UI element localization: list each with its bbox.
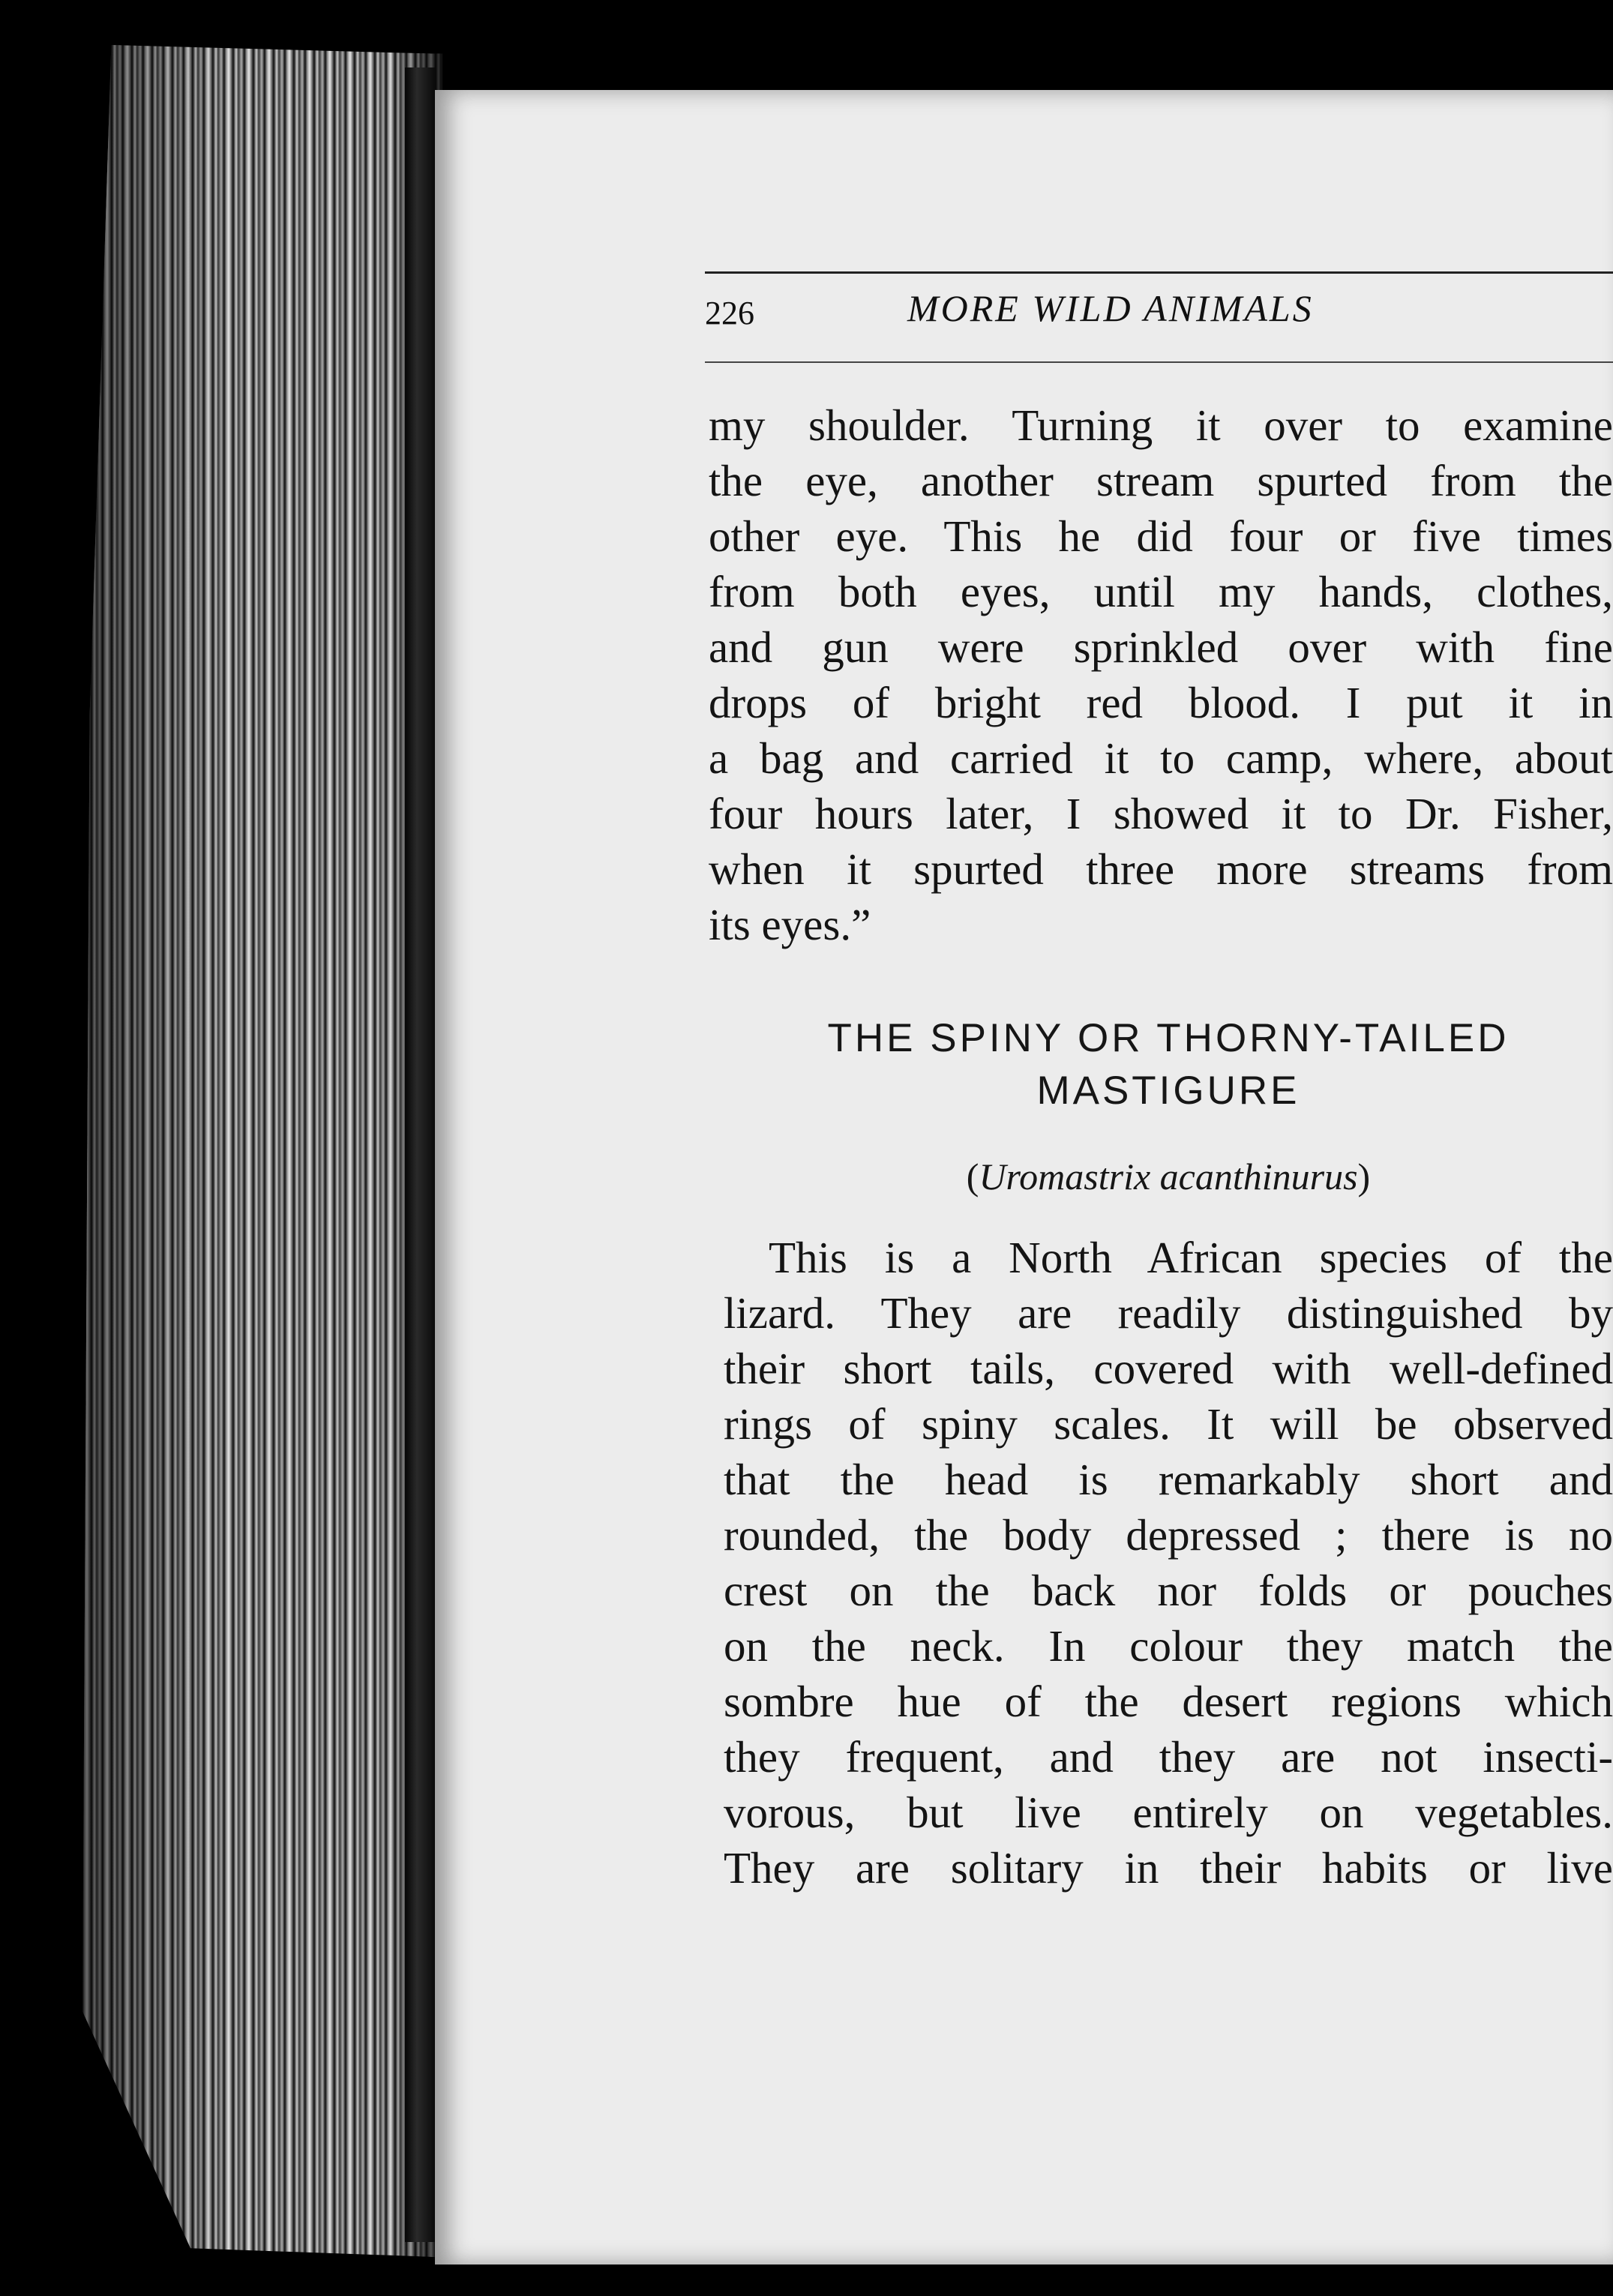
scientific-name (724, 1155, 1613, 1198)
text-line: when it spurted three more streams from (709, 844, 1613, 894)
page-number: 226 (705, 295, 754, 331)
section-title-line: THE SPINY OR THORNY-TAILED (827, 1016, 1510, 1060)
text-line: rounded, the body depressed ; there is no (724, 1510, 1613, 1560)
paragraph-description (724, 1230, 1613, 1896)
header-rule-top (705, 271, 1613, 274)
text-line: crest on the back nor folds or pouches (724, 1566, 1613, 1615)
header-rule-bottom (705, 361, 1613, 363)
book-page (435, 90, 1613, 2265)
text-line: from both eyes, until my hands, clothes, (709, 567, 1613, 616)
text-line: my shoulder. Turning it over to examine (709, 400, 1613, 450)
section-title-line: MASTIGURE (1036, 1069, 1300, 1113)
text-line: the eye, another stream spurted from the (709, 456, 1613, 505)
text-line: they frequent, and they are not insecti- (724, 1732, 1613, 1782)
text-line: drops of bright red blood. I put it in (709, 678, 1613, 727)
text-line: their short tails, covered with well-defined (724, 1344, 1613, 1393)
text-line: and gun were sprinkled over with fine (709, 622, 1613, 672)
text-line: rings of spiny scales. It will be observed (724, 1399, 1613, 1449)
running-head: MORE WILD ANIMALS (907, 287, 1314, 329)
book-binding (405, 67, 435, 2242)
text-line: four hours later, I showed it to Dr. Fisher, (709, 789, 1613, 838)
section-title (724, 1012, 1613, 1117)
text-line: This is a North African species of the (769, 1233, 1613, 1282)
text-line: a bag and carried it to camp, where, about (709, 733, 1613, 783)
text-line: vorous, but live entirely on vegetables. (724, 1788, 1613, 1837)
text-line: on the neck. In colour they match the (724, 1621, 1613, 1671)
paragraph-continued (709, 397, 1613, 952)
text-line: sombre hue of the desert regions which (724, 1677, 1613, 1726)
text-line: that the head is remarkably short and (724, 1455, 1613, 1504)
text-line: lizard. They are readily distinguished by (724, 1288, 1613, 1338)
page-edges-shadow (82, 45, 442, 2280)
text-line: They are solitary in their habits or live (724, 1843, 1613, 1893)
paren-open: ( (966, 1155, 979, 1197)
latin-name: Uromastrix acanthinurus (979, 1155, 1358, 1197)
text-line: other eye. This he did four or five times (709, 511, 1613, 561)
paren-close: ) (1357, 1155, 1371, 1197)
text-line: its eyes.” (709, 900, 871, 949)
